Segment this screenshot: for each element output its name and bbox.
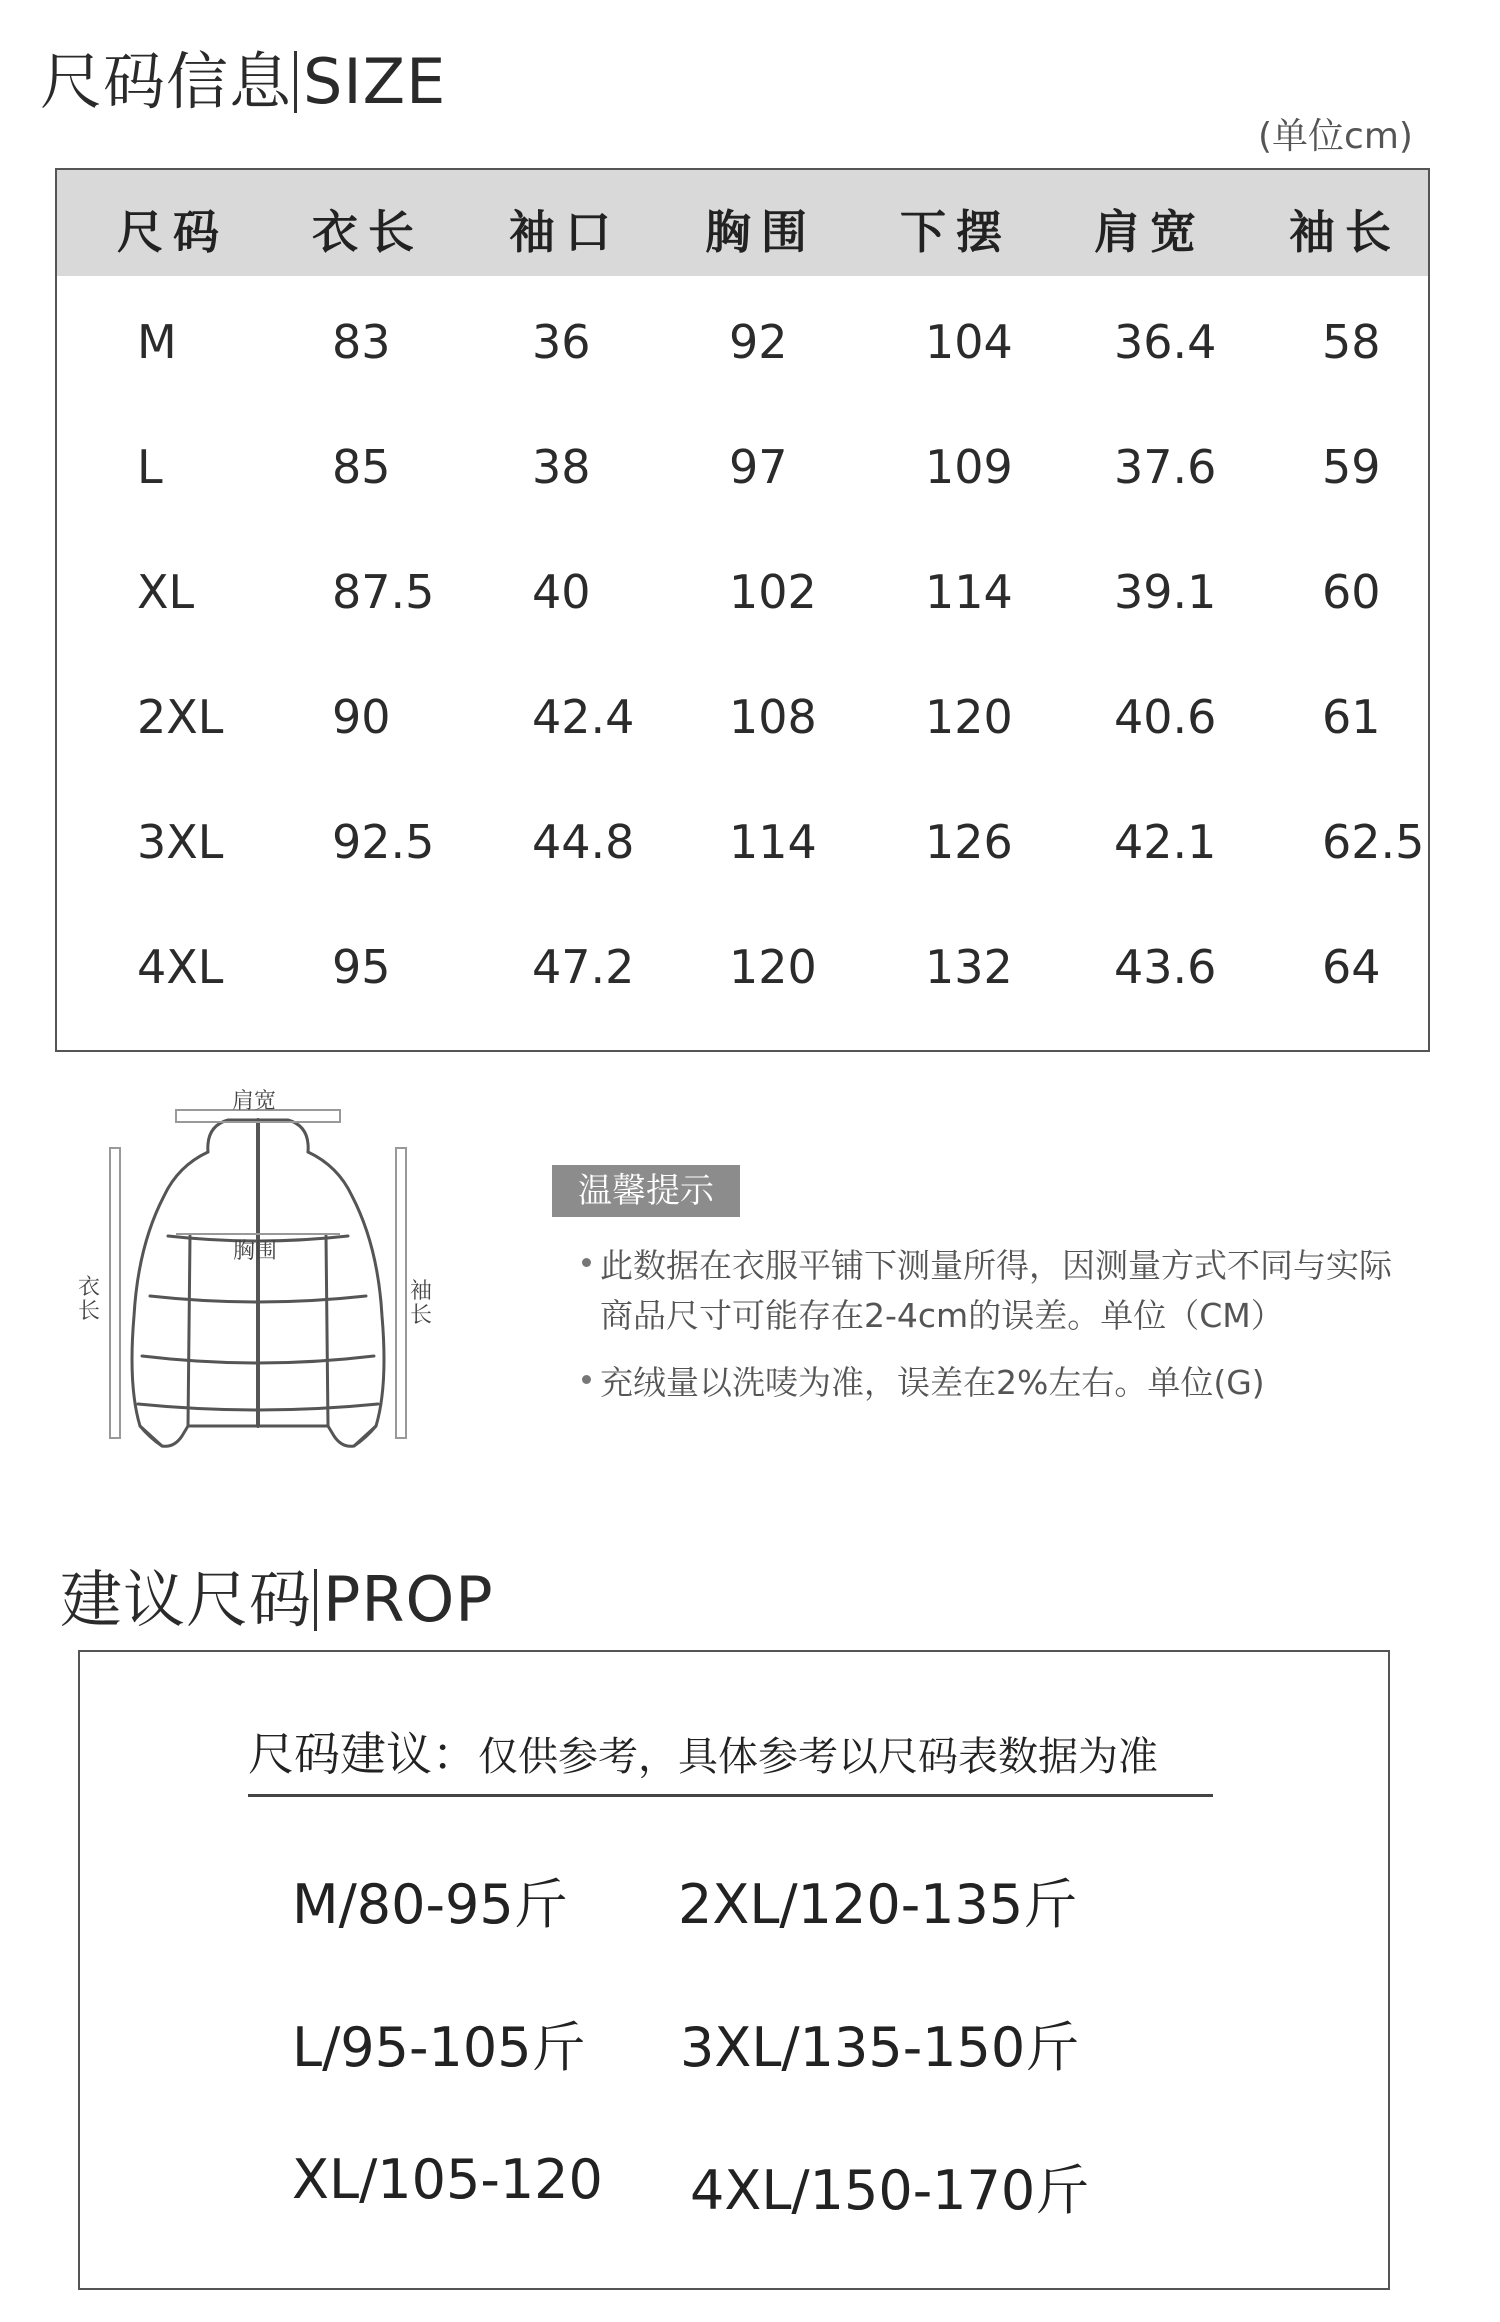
- table-cell: 95: [332, 940, 391, 994]
- table-cell: 4XL: [137, 940, 224, 994]
- recommend-underline: [248, 1794, 1213, 1797]
- prop-title-en: PROP: [323, 1563, 494, 1636]
- table-cell: 62.5: [1322, 815, 1425, 869]
- header-length: 衣长: [312, 205, 424, 259]
- recommend-heading: [248, 1718, 1158, 1784]
- bullet-dot: [582, 1258, 591, 1267]
- table-cell: 97: [729, 440, 788, 494]
- sleeve-label: 袖长: [410, 1279, 433, 1328]
- table-cell: 85: [332, 440, 391, 494]
- table-cell: 120: [729, 940, 817, 994]
- header-shoulder: 肩宽: [1094, 205, 1206, 259]
- header-size: 尺码: [117, 205, 229, 259]
- table-cell: 104: [925, 315, 1013, 369]
- recommend-heading-note: 仅供参考，具体参考以尺码表数据为准: [478, 1734, 1158, 1780]
- shoulder-label: 肩宽: [232, 1089, 277, 1114]
- tip-line-1: 此数据在衣服平铺下测量所得，因测量方式不同与实际: [600, 1246, 1392, 1285]
- table-cell: 60: [1322, 565, 1381, 619]
- recommend-item: L/95-105斤: [292, 2016, 586, 2079]
- recommend-item: 3XL/135-150斤: [680, 2016, 1080, 2079]
- table-cell: 114: [729, 815, 817, 869]
- header-chest: 胸围: [705, 205, 817, 259]
- table-cell: 38: [532, 440, 591, 494]
- table-cell: 64: [1322, 940, 1381, 994]
- header-hem: 下摆: [900, 205, 1012, 259]
- recommend-item: 4XL/150-170斤: [690, 2159, 1090, 2222]
- bullet-dot: [582, 1375, 591, 1384]
- table-cell: 90: [332, 690, 391, 744]
- table-cell: 42.4: [532, 690, 635, 744]
- table-cell: M: [137, 315, 177, 369]
- length-label: 衣长: [78, 1275, 101, 1324]
- table-cell: 109: [925, 440, 1013, 494]
- recommend-item: M/80-95斤: [292, 1873, 568, 1936]
- table-cell: 44.8: [532, 815, 635, 869]
- table-cell: 126: [925, 815, 1013, 869]
- recommend-item: XL/105-120: [292, 2148, 603, 2211]
- table-header: [57, 170, 1428, 276]
- recommend-item: 2XL/120-135斤: [678, 1873, 1078, 1936]
- table-cell: 59: [1322, 440, 1381, 494]
- title-divider: [314, 1569, 317, 1631]
- prop-title: [60, 1550, 494, 1639]
- table-cell: 132: [925, 940, 1013, 994]
- prop-title-cn: 建议尺码: [60, 1563, 313, 1636]
- recommend-heading-main: 尺码建议：: [248, 1727, 478, 1781]
- table-cell: 36.4: [1114, 315, 1217, 369]
- table-cell: 36: [532, 315, 591, 369]
- table-cell: 58: [1322, 315, 1381, 369]
- size-info-title-cn: 尺码信息: [40, 45, 293, 118]
- table-cell: 120: [925, 690, 1013, 744]
- size-info-title: [40, 32, 446, 121]
- table-cell: 47.2: [532, 940, 635, 994]
- chest-label: 胸围: [233, 1239, 278, 1264]
- tip-line-2: 商品尺寸可能存在2-4cm的误差。单位（CM）: [600, 1296, 1284, 1335]
- table-cell: L: [137, 440, 163, 494]
- table-cell: 39.1: [1114, 565, 1217, 619]
- table-cell: 87.5: [332, 565, 435, 619]
- table-cell: XL: [137, 565, 195, 619]
- table-cell: 92: [729, 315, 788, 369]
- table-cell: 83: [332, 315, 391, 369]
- table-cell: 40.6: [1114, 690, 1217, 744]
- jacket-diagram: [78, 1086, 438, 1466]
- table-cell: 61: [1322, 690, 1381, 744]
- table-cell: 37.6: [1114, 440, 1217, 494]
- header-sleeve: 袖长: [1289, 205, 1401, 259]
- table-cell: 108: [729, 690, 817, 744]
- size-info-title-en: SIZE: [303, 45, 447, 118]
- title-divider: [294, 51, 297, 113]
- table-cell: 40: [532, 565, 591, 619]
- size-table: [55, 168, 1430, 1052]
- header-cuff: 袖口: [509, 205, 621, 259]
- table-cell: 102: [729, 565, 817, 619]
- table-cell: 43.6: [1114, 940, 1217, 994]
- table-cell: 92.5: [332, 815, 435, 869]
- table-cell: 114: [925, 565, 1013, 619]
- jacket-outline-icon: [78, 1086, 438, 1466]
- unit-label: (单位cm): [1258, 116, 1413, 157]
- table-cell: 3XL: [137, 815, 224, 869]
- tip-line-3: 充绒量以洗唛为准，误差在2%左右。单位(G): [600, 1363, 1265, 1402]
- table-cell: 2XL: [137, 690, 224, 744]
- tip-badge: 温馨提示: [552, 1165, 740, 1217]
- table-cell: 42.1: [1114, 815, 1217, 869]
